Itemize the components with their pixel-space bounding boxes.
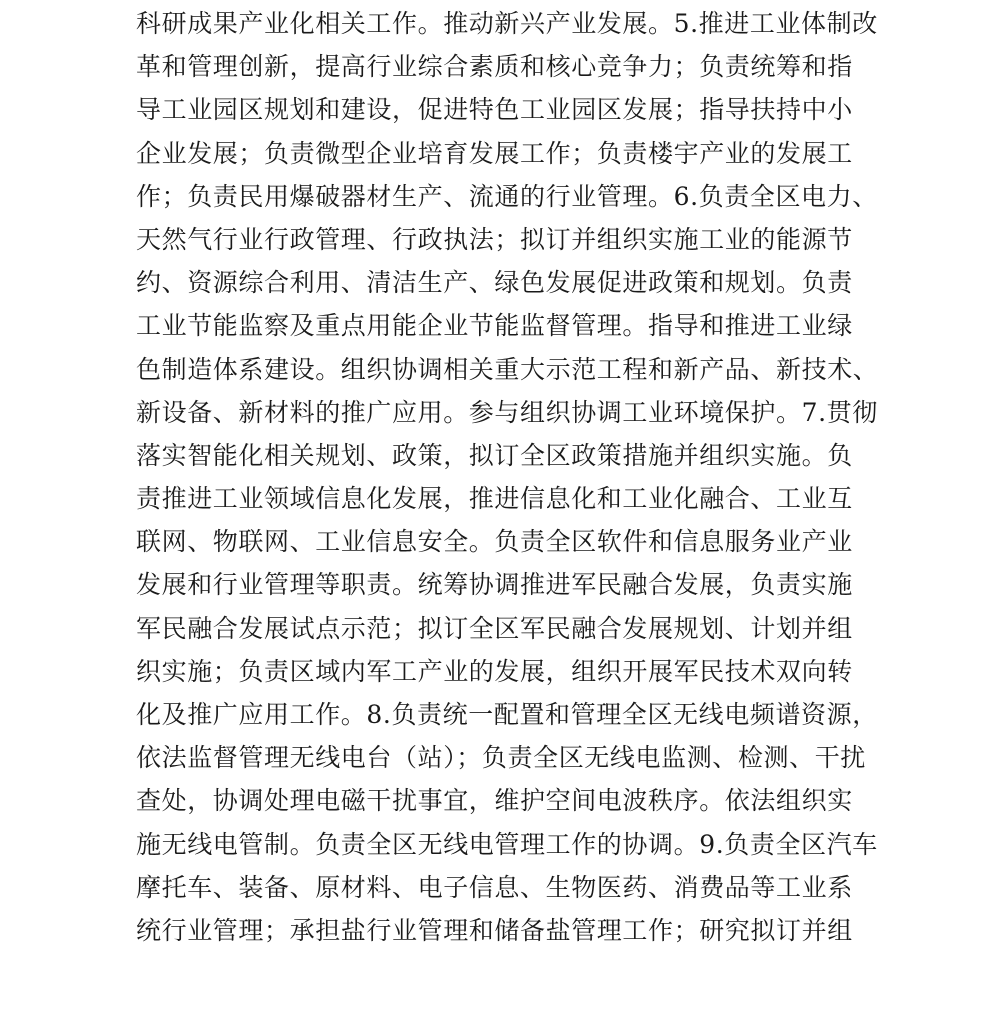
text-line: 摩托车、装备、原材料、电子信息、生物医药、消费品等工业系 [136,872,853,902]
text-line: 工业节能监察及重点用能企业节能监督管理。指导和推进工业绿 [136,311,853,341]
text-line: 革和管理创新，提高行业综合素质和核心竞争力；负责统筹和指 [136,52,853,82]
text-line: 落实智能化相关规划、政策，拟订全区政策措施并组织实施。负 [136,440,853,470]
text-line: 色制造体系建设。组织协调相关重大示范工程和新产品、新技术、 [136,354,879,384]
text-line: 依法监督管理无线电台（站）；负责全区无线电监测、检测、干扰 [136,743,866,773]
text-line: 科研成果产业化相关工作。推动新兴产业发展。5.推进工业体制改 [136,9,878,38]
text-line: 约、资源综合利用、清洁生产、绿色发展促进政策和规划。负责 [136,268,853,298]
document-body [136,0,896,954]
text-line: 织实施；负责区域内军工产业的发展，组织开展军民技术双向转 [136,656,853,686]
text-line: 作；负责民用爆破器材生产、流通的行业管理。6.负责全区电力、 [136,181,878,211]
text-line: 新设备、新材料的推广应用。参与组织协调工业环境保护。7.贯彻 [136,397,878,427]
text-line: 化及推广应用工作。8.负责统一配置和管理全区无线电频谱资源， [136,700,878,729]
text-line: 统行业管理；承担盐行业管理和储备盐管理工作；研究拟订并组 [136,915,853,945]
text-line: 责推进工业领域信息化发展，推进信息化和工业化融合、工业互 [136,484,853,514]
text-line: 天然气行业行政管理、行政执法；拟订并组织实施工业的能源节 [136,224,853,254]
text-line: 军民融合发展试点示范；拟订全区军民融合发展规划、计划并组 [136,613,853,643]
text-line: 企业发展；负责微型企业培育发展工作；负责楼宇产业的发展工 [136,138,853,168]
text-line: 导工业园区规划和建设，促进特色工业园区发展；指导扶持中小 [136,95,853,125]
text-line: 施无线电管制。负责全区无线电管理工作的协调。9.负责全区汽车 [136,829,878,859]
text-line: 联网、物联网、工业信息安全。负责全区软件和信息服务业产业 [136,527,853,557]
text-line: 查处，协调处理电磁干扰事宜，维护空间电波秩序。依法组织实 [136,786,853,816]
text-line: 发展和行业管理等职责。统筹协调推进军民融合发展，负责实施 [136,570,853,600]
